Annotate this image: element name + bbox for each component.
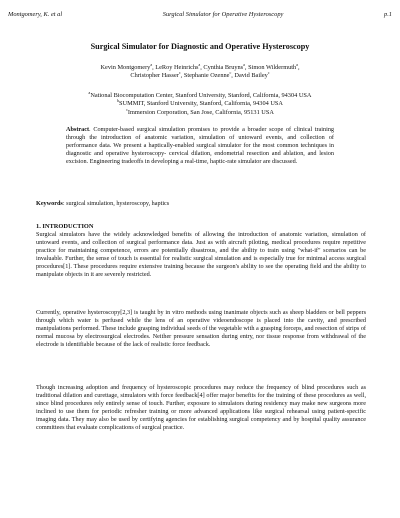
- header-short-title: Surgical Simulator for Operative Hysteroscopy: [162, 11, 284, 18]
- keywords: [36, 200, 366, 208]
- keywords-text: : surgical simulation, hysteroscopy, haptics: [62, 200, 170, 207]
- author-list: [60, 61, 340, 81]
- affiliation-text: National Biocomputation Center, Stanford University, Stanford, California, 94304 USA: [90, 92, 312, 99]
- author: Kevin Montgomery: [100, 64, 151, 71]
- affiliation: [40, 100, 360, 108]
- running-header: [8, 11, 392, 19]
- affiliation-text: SUMMIT, Stanford University, Stanford, California, 94304 USA: [119, 100, 283, 108]
- abstract-label: Abstract: [66, 126, 90, 133]
- author: LeRoy Heinrichs: [155, 64, 199, 71]
- header-authors: Montgomery, K. et al: [8, 11, 63, 18]
- body-paragraph: Though increasing adoption and frequency of hysteroscopic procedures may reduce the frequency of blind procedures such as traditional dilation and curettage, simulators with force feedback[4] offer major benefits for the training of these procedures as well, since blind procedures rely entirely sense of touch. Further, exposure to simulators during residency may make new surgeons more inclined to use them for periodic refresher training or more advanced applications like surgical rehearsal using patient-specific imaging data. They may also be used by certifying agencies for establishing surgical competency and by hospital quality assurance committees that evaluate complications of surgical practice.: [36, 384, 366, 431]
- author-line-2: Christopher Hasser$^c$, Stephanie Ozenne$^c$, David Bailey$^c$: [130, 70, 270, 80]
- affiliation-list: [40, 89, 360, 117]
- abstract-text: Computer-based surgical simulation promises to provide a broader scope of clinical training through the introduction of anatomic variation, simulation of untoward events, and collection of performance data. We present a haptically-enabled surgical simulator for the most common techniques in diagnostic and operative hysteroscopy- cervical dilation, endometrial resection and ablation, and lesion excision. Engineering tradeoffs in developing a real-time, haptic-rate simulator are discussed.: [66, 126, 335, 165]
- affiliation: [40, 106, 360, 117]
- author: Cynthia Bruyns: [203, 64, 244, 71]
- author: David Bailey: [234, 72, 268, 80]
- affiliation-mark: b: [117, 98, 120, 104]
- author-mark: a: [150, 61, 153, 67]
- body-paragraph: Currently, operative hysteroscopy[2,3] is taught by in vitro methods using inanimate objects such as sheep bladders or bell peppers through which water is perfused while the lens of an operative videoendoscope is placed into the cavity, and prescribed manipulations performed. These include grasping individual seeds of the vegetable with a grasping forceps, and resection of strips of normal mucosa by electrosurgical electrodes. Neither pressure sensation during entry, nor tissue response from withdrawal of the electrode is identifiable because of the lack of realistic force feedback.: [36, 309, 366, 348]
- author-line-1: Kevin Montgomery$^a$, LeRoy Heinrichs$^a$, Cynthia Bruyns$^a$, Simon Wildermuth$^a$,: [100, 61, 300, 71]
- keywords-label: Keywords: [36, 200, 63, 207]
- author: Simon Wildermuth: [248, 64, 297, 71]
- header-page-number: p.1: [384, 11, 392, 18]
- section-heading: 1. INTRODUCTION: [36, 223, 94, 230]
- author-mark: a: [198, 61, 201, 67]
- author-mark: c: [267, 70, 270, 76]
- affiliation-text: Immersion Corporation, San Jose, California, 95131 USA: [127, 108, 274, 116]
- affiliation-mark: c: [126, 106, 128, 112]
- author-mark: a: [243, 61, 245, 67]
- author-mark: c: [229, 70, 232, 76]
- abstract: Abstract. Computer-based surgical simulation promises to provide a broader scope of clinical training through the introduction of anatomic variation, simulation of untoward events, and collection of performance data. We present a haptically-enabled surgical simulator for the most common techniques in diagnostic and operative hysteroscopy- cervical dilation, endometrial resection and ablation, and lesion excision. Engineering tradeoffs in developing a real-time, haptic-rate simulator are discussed.: [66, 126, 335, 165]
- author: Christopher Hasser: [130, 72, 179, 80]
- paper-title: Surgical Simulator for Diagnostic and Operative Hysteroscopy: [90, 42, 310, 51]
- body-paragraph: Surgical simulators have the widely acknowledged benefits of allowing the introduction of anatomic variation, simulation of untoward events, and collection of surgical performance data. Just as with aircraft piloting, medical procedures require repetitive practice for maintaining competence, errors are potentially disastrous, and the ability to train using "what-if" scenarios can be invaluable. Further, the sense of touch is essential for realistic surgical simulation and is especially true for minimal access surgical procedures[1]. These procedures require extensive training because the surgeon's ability to see the operating field and the ability to manipulate objects in it are severely restricted.: [36, 231, 366, 278]
- author-mark: c: [178, 70, 181, 76]
- author-mark: a: [296, 61, 298, 67]
- author: Stephanie Ozenne: [183, 72, 230, 80]
- affiliation-mark: a: [88, 89, 91, 95]
